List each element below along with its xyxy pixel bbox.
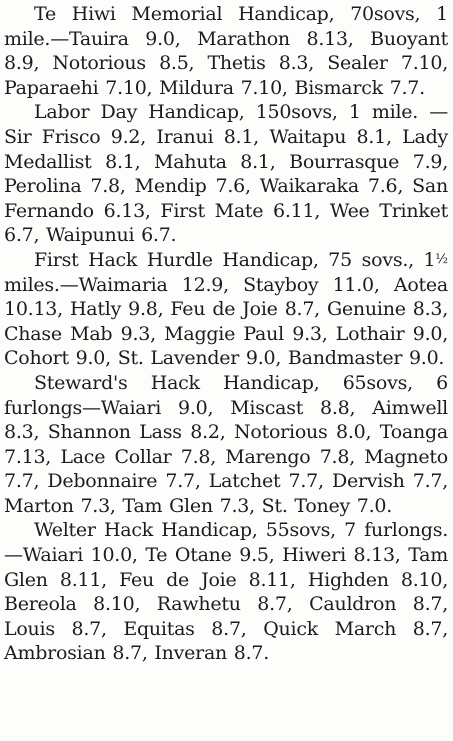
race-entry-welter-hack-handicap: Welter Hack Handicap, 55sovs, 7 furlongs.—Waiari 10.0, Te Otane 9.5, Hiweri 8.13, Tam Glen 8.11, Feu de Joie 8.11, Highden 8.10, Bereola 8.10, Rawhetu 8.7, Cauldron 8.7, Louis 8.7, Equitas 8.7, Quick March 8.7, Ambrosian 8.7, Inveran 8.7.: [4, 519, 448, 665]
race-entry-text-before-fraction: First Hack Hurdle Handicap, 75 sovs., 1: [34, 248, 436, 271]
race-entry-first-hack-hurdle-handicap: [4, 248, 448, 371]
race-distance-fraction: ½: [435, 251, 448, 267]
race-entry-stewards-hack-handicap: Steward's Hack Handicap, 65sovs, 6 furlongs—Waiari 9.0, Miscast 8.8, Aimwell 8.3, Shannon Lass 8.2, Notorious 8.0, Toanga 7.13, Lace Collar 7.8, Marengo 7.8, Magneto 7.7, Debonnaire 7.7, Latchet 7.7, Dervish 7.7, Marton 7.3, Tam Glen 7.3, St. Toney 7.0.: [4, 371, 448, 517]
race-entries-column: [4, 2, 448, 666]
race-entry-text-after-fraction: miles.—Waimaria 12.9, Stayboy 11.0, Aotea 10.13, Hatly 9.8, Feu de Joie 8.7, Genuine 8.3, Chase Mab 9.3, Maggie Paul 9.3, Lothair 9.0, Cohort 9.0, St. Lavender 9.0, Bandmaster 9.0.: [4, 273, 448, 370]
race-entry-labor-day-handicap: Labor Day Handicap, 150sovs, 1 mile. —Sir Frisco 9.2, Iranui 8.1, Waitapu 8.1, Lady Medallist 8.1, Mahuta 8.1, Bourrasque 7.9, Perolina 7.8, Mendip 7.6, Waikaraka 7.6, San Fernando 6.13, First Mate 6.11, Wee Trinket 6.7, Waipunui 6.7.: [4, 101, 448, 247]
race-entry-te-hiwi-memorial-handicap: Te Hiwi Memorial Handicap, 70sovs, 1 mile.—Tauira 9.0, Marathon 8.13, Buoyant 8.9, Notorious 8.5, Thetis 8.3, Sealer 7.10, Paparaehi 7.10, Mildura 7.10, Bismarck 7.7.: [4, 3, 448, 99]
